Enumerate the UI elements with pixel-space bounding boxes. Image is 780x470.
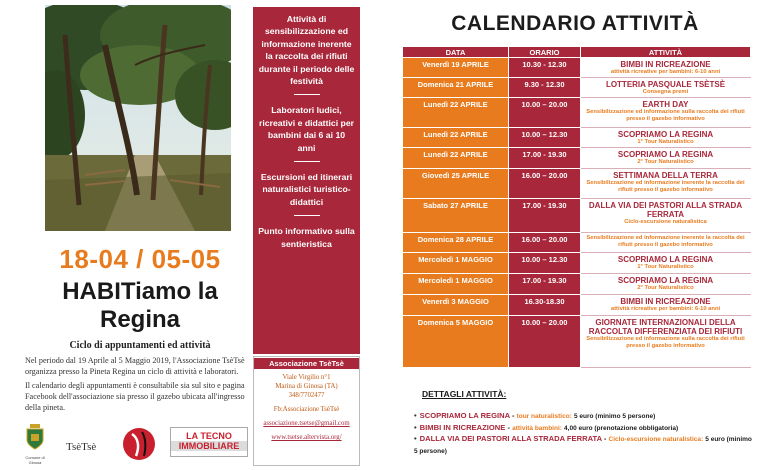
activity-name: LOTTERIA PASQUALE TSÈTSÈ xyxy=(605,80,726,89)
activity-description: Sensibilizzazione ed informazione sulla raccolta dei rifiuti presso il gazebo informativo xyxy=(586,336,745,349)
divider xyxy=(294,215,320,216)
details-item xyxy=(414,411,754,423)
activity-name: DALLA VIA DEI PASTORI ALLA STRADA FERRATA xyxy=(588,201,743,219)
details-item-type: attività bambini: xyxy=(512,424,562,432)
association-email-link[interactable]: associazione.tsetse@gmail.com xyxy=(263,420,350,427)
calendar-table xyxy=(402,46,751,368)
row-time: 10.00 – 20.00 xyxy=(509,98,581,128)
activity-description: Ciclo-escursione naturalistica xyxy=(624,219,707,225)
bullet-icon: • xyxy=(414,434,417,443)
row-time: 17.00 - 19.30 xyxy=(509,274,581,295)
bullet-icon: • xyxy=(414,411,417,420)
row-time: 10.00 – 20.00 xyxy=(509,316,581,368)
row-date: Sabato 27 APRILE xyxy=(403,199,509,233)
la-tecno-immobiliare-logo: LA TECNO IMMOBILIARE xyxy=(170,427,248,457)
activity-description: Sensibilizzazione ed informazione sulla raccolta dei rifiuti presso il gazebo informativo xyxy=(586,109,745,122)
row-time: 10.30 - 12.30 xyxy=(509,58,581,78)
row-activity xyxy=(581,295,751,316)
row-time: 17.00 - 19.30 xyxy=(509,199,581,233)
association-name: Associazione TsèTsè xyxy=(254,358,359,369)
details-dash: - xyxy=(509,411,517,420)
intro-paragraph-1: Nel periodo dal 19 Aprile al 5 Maggio 2019, l'Associazione TsèTsè organizza presso la Pineta Regina un ciclo di attività e laboratori. xyxy=(25,356,245,376)
details-item-name: BIMBI IN RICREAZIONE xyxy=(419,422,506,432)
divider xyxy=(294,94,320,95)
pine-forest-photo xyxy=(45,5,231,231)
details-dash: - xyxy=(505,422,513,432)
row-activity xyxy=(581,253,751,274)
row-time: 16.00 – 20.00 xyxy=(509,169,581,199)
activity-description: Consegna premi xyxy=(642,89,689,95)
main-title xyxy=(20,278,260,334)
details-title: DETTAGLI ATTIVITÀ: xyxy=(422,389,507,399)
row-activity xyxy=(581,98,751,128)
activity-description: 2° Tour Naturalistico xyxy=(637,285,694,291)
activity-name: SCOPRIAMO LA REGINA xyxy=(617,130,714,139)
intro-text xyxy=(25,355,253,413)
pinecone-badge-icon xyxy=(122,426,156,462)
calendar-row xyxy=(403,98,751,128)
activity-name: SCOPRIAMO LA REGINA xyxy=(617,150,714,159)
row-time: 16.30-18.30 xyxy=(509,295,581,316)
row-time: 10.00 – 12.30 xyxy=(509,128,581,148)
activity-name: BIMBI IN RICREAZIONE xyxy=(620,297,711,306)
activity-name: BIMBI IN RICREAZIONE xyxy=(620,60,711,69)
summary-excursions: Escursioni ed itinerari naturalistici turistico-didattici xyxy=(260,172,353,207)
activity-description: 2° Tour Naturalistico xyxy=(637,159,694,165)
row-date: Venerdì 19 APRILE xyxy=(403,58,509,78)
intro-paragraph-2: Il calendario degli appuntamenti è consultabile sia sul sito e pagina Facebook dell'associazione sia presso il gazebo ubicata all'ingresso della pineta. xyxy=(25,381,245,412)
row-date: Domenica 5 MAGGIO xyxy=(403,316,509,368)
row-date: Domenica 28 APRILE xyxy=(403,233,509,253)
calendar-row xyxy=(403,316,751,368)
row-activity xyxy=(581,233,751,253)
header-date: DATA xyxy=(403,47,509,58)
row-date: Venerdì 3 MAGGIO xyxy=(403,295,509,316)
details-item-type: Ciclo-escursione naturalistica: xyxy=(608,436,704,443)
calendar-row xyxy=(403,274,751,295)
activities-summary-box xyxy=(253,7,360,354)
row-date: Lunedì 22 APRILE xyxy=(403,98,509,128)
activity-name: SETTIMANA DELLA TERRA xyxy=(613,171,718,180)
row-activity xyxy=(581,58,751,78)
activity-description: Sensibilizzazione ed informazione inerente la raccolta dei rifiuti presso il gazebo informativo xyxy=(586,180,745,193)
calendar-row xyxy=(403,148,751,169)
calendar-row xyxy=(403,169,751,199)
row-activity xyxy=(581,199,751,233)
header-activity: ATTIVITÀ xyxy=(581,47,751,58)
association-contact-box xyxy=(253,356,360,466)
main-title-line1: HABITiamo la xyxy=(62,278,218,305)
activity-name: SCOPRIAMO LA REGINA xyxy=(617,255,714,264)
association-website-link[interactable]: www.tsetse.altervista.org/ xyxy=(271,434,342,441)
summary-awareness: Attività di sensibilizzazione ed informazione inerente la raccolta dei rifiuti durante il periodo delle festività xyxy=(258,14,355,87)
activity-description: attività ricreative per bambini: 6-10 anni xyxy=(610,69,721,75)
calendar-row xyxy=(403,233,751,253)
row-time: 9.30 - 12.30 xyxy=(509,78,581,98)
row-date: Lunedì 22 APRILE xyxy=(403,128,509,148)
date-range: 18-04 / 05-05 xyxy=(59,244,221,274)
calendar-row xyxy=(403,199,751,233)
activity-description: 1° Tour Naturalistico xyxy=(637,264,694,270)
cycle-subtitle: Ciclo di appuntamenti ed attività xyxy=(69,340,211,351)
association-address: Viale Virgilio n°1 Marina di Ginosa (TA) 348/7702477 xyxy=(275,374,338,399)
main-title-line2: Regina xyxy=(99,306,180,333)
row-date: Mercoledì 1 MAGGIO xyxy=(403,274,509,295)
activity-description: 1° Tour Naturalistico xyxy=(637,139,694,145)
details-list xyxy=(414,411,754,457)
calendar-row xyxy=(403,128,751,148)
row-time: 16.00 – 20.00 xyxy=(509,233,581,253)
divider xyxy=(294,161,320,162)
activity-name: EARTH DAY xyxy=(642,100,689,109)
activity-description: attività ricreative per bambini: 6-10 anni xyxy=(610,306,721,312)
row-date: Giovedì 25 APRILE xyxy=(403,169,509,199)
row-activity xyxy=(581,148,751,169)
summary-workshops: Laboratori ludici, ricreativi e didattici per bambini dai 6 ai 10 anni xyxy=(258,105,355,153)
tsetse-logo: TsèTsè xyxy=(66,441,97,453)
row-activity xyxy=(581,316,751,368)
bullet-icon: • xyxy=(414,422,417,432)
activity-name: SCOPRIAMO LA REGINA xyxy=(617,276,714,285)
row-activity xyxy=(581,274,751,295)
calendar-header-row xyxy=(403,47,751,58)
calendar-row xyxy=(403,253,751,274)
summary-info-point: Punto informativo sulla sentieristica xyxy=(258,226,355,249)
comune-logo: Comune di Ginosa xyxy=(24,424,46,465)
row-activity xyxy=(581,169,751,199)
details-item xyxy=(414,434,754,457)
details-item-name: DALLA VIA DEI PASTORI ALLA STRADA FERRATA xyxy=(419,434,602,443)
details-item-price: 5 euro (minimo 5 persone) xyxy=(573,413,656,420)
row-date: Domenica 21 APRILE xyxy=(403,78,509,98)
header-time: ORARIO xyxy=(509,47,581,58)
red-circle-logo xyxy=(122,426,156,467)
row-time: 17.00 - 19.30 xyxy=(509,148,581,169)
row-activity xyxy=(581,128,751,148)
coat-of-arms-icon xyxy=(25,424,45,450)
details-item-price: 4,00 euro (prenotazione obbligatoria) xyxy=(564,424,679,432)
row-activity xyxy=(581,78,751,98)
association-facebook: Fb:Associazione TsèTsè xyxy=(273,406,340,413)
details-item-name: SCOPRIAMO LA REGINA xyxy=(419,411,510,420)
calendar-title: CALENDARIO ATTIVITÀ xyxy=(451,12,699,35)
details-item xyxy=(414,423,754,435)
activity-description: Sensibilizzazione ed informazione inerente la raccolta dei rifiuti presso il gazebo informativo xyxy=(586,235,745,248)
details-item-type: tour naturalistico: xyxy=(516,413,572,420)
row-time: 10.00 – 12.30 xyxy=(509,253,581,274)
calendar-row xyxy=(403,58,751,78)
calendar-row xyxy=(403,78,751,98)
details-item-price: 5 euro (minimo 5 persone) xyxy=(414,436,752,455)
activity-name: GIORNATE INTERNAZIONALI DELLA RACCOLTA DIFFERENZIATA DEI RIFIUTI xyxy=(588,318,743,336)
calendar-row xyxy=(403,295,751,316)
row-date: Mercoledì 1 MAGGIO xyxy=(403,253,509,274)
sponsor-logos xyxy=(22,424,262,468)
details-dash: - xyxy=(601,434,609,443)
row-date: Lunedì 22 APRILE xyxy=(403,148,509,169)
